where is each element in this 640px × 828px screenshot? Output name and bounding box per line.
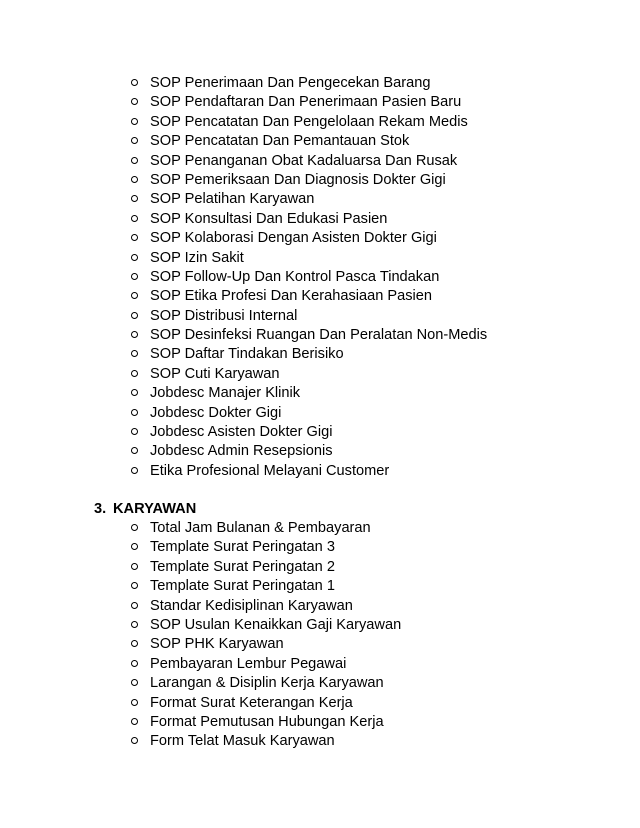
- list-item-label: SOP Distribusi Internal: [150, 307, 298, 324]
- hollow-circle-bullet-icon: [131, 98, 138, 105]
- list-item-label: Template Surat Peringatan 1: [150, 578, 335, 595]
- list-item-label: SOP PHK Karyawan: [150, 636, 284, 653]
- list-item-label: SOP Konsultasi Dan Edukasi Pasien: [150, 210, 388, 227]
- hollow-circle-bullet-icon: [131, 254, 138, 261]
- list-item-label: Jobdesc Asisten Dokter Gigi: [150, 424, 333, 441]
- hollow-circle-bullet-icon: [131, 563, 138, 570]
- list-item-label: SOP Daftar Tindakan Berisiko: [150, 346, 344, 363]
- hollow-circle-bullet-icon: [131, 640, 138, 647]
- list-item-label: Jobdesc Dokter Gigi: [150, 404, 282, 421]
- list-item-label: SOP Pencatatan Dan Pengelolaan Rekam Medis: [150, 113, 468, 130]
- hollow-circle-bullet-icon: [131, 157, 138, 164]
- hollow-circle-bullet-icon: [131, 524, 138, 531]
- hollow-circle-bullet-icon: [131, 699, 138, 706]
- list-item-label: Total Jam Bulanan & Pembayaran: [150, 520, 371, 536]
- list-item-label: Template Surat Peringatan 3: [150, 539, 335, 556]
- list-item-label: SOP Penerimaan Dan Pengecekan Barang: [150, 75, 431, 91]
- hollow-circle-bullet-icon: [131, 467, 138, 474]
- list-item-label: SOP Pelatihan Karyawan: [150, 191, 315, 208]
- list-item-label: SOP Follow-Up Dan Kontrol Pasca Tindakan: [150, 268, 440, 285]
- hollow-circle-bullet-icon: [131, 582, 138, 589]
- hollow-circle-bullet-icon: [131, 428, 138, 435]
- hollow-circle-bullet-icon: [131, 602, 138, 609]
- hollow-circle-bullet-icon: [131, 543, 138, 550]
- list-item-label: Template Surat Peringatan 2: [150, 558, 335, 575]
- hollow-circle-bullet-icon: [131, 370, 138, 377]
- list-item-label: SOP Penanganan Obat Kadaluarsa Dan Rusak: [150, 152, 458, 169]
- hollow-circle-bullet-icon: [131, 234, 138, 241]
- list-item-label: Pembayaran Lembur Pegawai: [150, 655, 347, 672]
- list-item-label: Etika Profesional Melayani Customer: [150, 462, 390, 479]
- hollow-circle-bullet-icon: [131, 79, 138, 86]
- hollow-circle-bullet-icon: [131, 660, 138, 667]
- hollow-circle-bullet-icon: [131, 118, 138, 125]
- list-item-label: SOP Cuti Karyawan: [150, 365, 280, 382]
- hollow-circle-bullet-icon: [131, 350, 138, 357]
- list-item-label: SOP Usulan Kenaikkan Gaji Karyawan: [150, 616, 402, 633]
- hollow-circle-bullet-icon: [131, 331, 138, 338]
- hollow-circle-bullet-icon: [131, 137, 138, 144]
- list-item-label: SOP Pemeriksaan Dan Diagnosis Dokter Gigi: [150, 171, 446, 188]
- hollow-circle-bullet-icon: [131, 718, 138, 725]
- hollow-circle-bullet-icon: [131, 273, 138, 280]
- hollow-circle-bullet-icon: [131, 409, 138, 416]
- hollow-circle-bullet-icon: [131, 312, 138, 319]
- hollow-circle-bullet-icon: [131, 215, 138, 222]
- list-item-label: Jobdesc Admin Resepsionis: [150, 443, 333, 460]
- hollow-circle-bullet-icon: [131, 389, 138, 396]
- hollow-circle-bullet-icon: [131, 292, 138, 299]
- hollow-circle-bullet-icon: [131, 679, 138, 686]
- list-item-label: Larangan & Disiplin Kerja Karyawan: [150, 675, 384, 692]
- list-item-label: SOP Desinfeksi Ruangan Dan Peralatan Non-Medis: [150, 327, 488, 344]
- list-item-label: Format Surat Keterangan Kerja: [150, 694, 353, 711]
- hollow-circle-bullet-icon: [131, 737, 138, 744]
- section-number: 3.: [94, 501, 107, 517]
- hollow-circle-bullet-icon: [131, 195, 138, 202]
- list-item-label: SOP Pencatatan Dan Pemantauan Stok: [150, 133, 410, 150]
- section-heading-karyawan: [94, 499, 196, 519]
- hollow-circle-bullet-icon: [131, 176, 138, 183]
- list-item-label: Jobdesc Manajer Klinik: [150, 385, 301, 402]
- list-item-label: Format Pemutusan Hubungan Kerja: [150, 713, 384, 730]
- section-title: KARYAWAN: [113, 501, 197, 517]
- hollow-circle-bullet-icon: [131, 447, 138, 454]
- list-item-label: SOP Izin Sakit: [150, 249, 244, 266]
- list-item-label: Form Telat Masuk Karyawan: [150, 733, 335, 750]
- list-item-label: SOP Pendaftaran Dan Penerimaan Pasien Baru: [150, 94, 462, 111]
- list-item-label: Standar Kedisiplinan Karyawan: [150, 597, 353, 614]
- list-item-label: SOP Etika Profesi Dan Kerahasiaan Pasien: [150, 288, 433, 305]
- hollow-circle-bullet-icon: [131, 621, 138, 628]
- list-item-label: SOP Kolaborasi Dengan Asisten Dokter Gigi: [150, 230, 437, 247]
